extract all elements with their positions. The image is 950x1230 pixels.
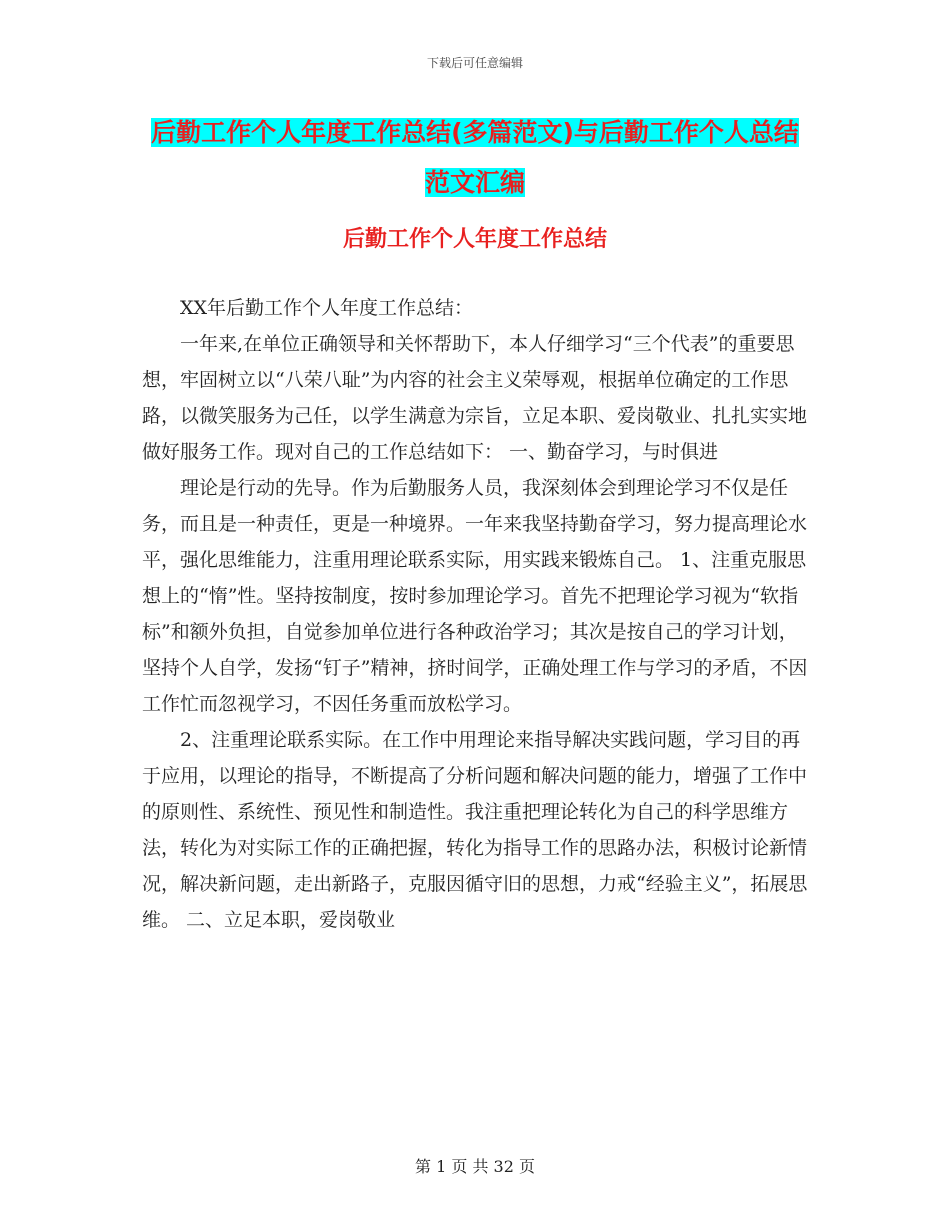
document-body [142,290,810,938]
page-number: 第 1 页 共 32 页 [415,1157,535,1176]
body-paragraph: XX年后勤工作个人年度工作总结： [180,297,474,319]
body-paragraph: 理论是行动的先导。作为后勤服务人员，我深刻体会到理论学习不仅是任务，而且是一种责任，更是一种境界。一年来我坚持勤奋学习，努力提高理论水平，强化思维能力，注重用理论联系实际，用实践来锻炼自己。 1、注重克服思想上的“惰”性。坚持按制度，按时参加理论学习。首先不把理论学习视为“软指标”和额外负担，自觉参加单位进行各种政治学习；其次是按自己的学习计划，坚持个人自学，发扬“钉子”精神，挤时间学，正确处理工作与学习的矛盾，不因工作忙而忽视学习，不因任务重而放松学习。 [142,477,808,715]
header-note: 下载后可任意编辑 [426,56,523,70]
body-paragraph: 一年来,在单位正确领导和关怀帮助下，本人仔细学习“三个代表”的重要思想，牢固树立以“八荣八耻”为内容的社会主义荣辱观，根据单位确定的工作思路，以微笑服务为己任，以学生满意为宗旨，立足本职、爱岗敬业、扎扎实实地做好服务工作。现对自己的工作总结如下： 一、勤奋学习，与时俱进 [142,333,808,463]
body-paragraph: 2、注重理论联系实际。在工作中用理论来指导解决实践问题，学习目的再于应用，以理论的指导，不断提高了分析问题和解决问题的能力，增强了工作中的原则性、系统性、预见性和制造性。我注重把理论转化为自己的科学思维方法，转化为对实际工作的正确把握，转化为指导工作的思路办法，积极讨论新情况，解决新问题，走出新路子，克服因循守旧的思想，力戒“经验主义”，拓展思维。 二、立足本职，爱岗敬业 [142,729,808,931]
section-title: 后勤工作个人年度工作总结 [342,227,607,252]
document-title [140,108,810,208]
document-title-text: 后勤工作个人年度工作总结(多篇范文)与后勤工作个人总结范文汇编 [151,118,799,197]
